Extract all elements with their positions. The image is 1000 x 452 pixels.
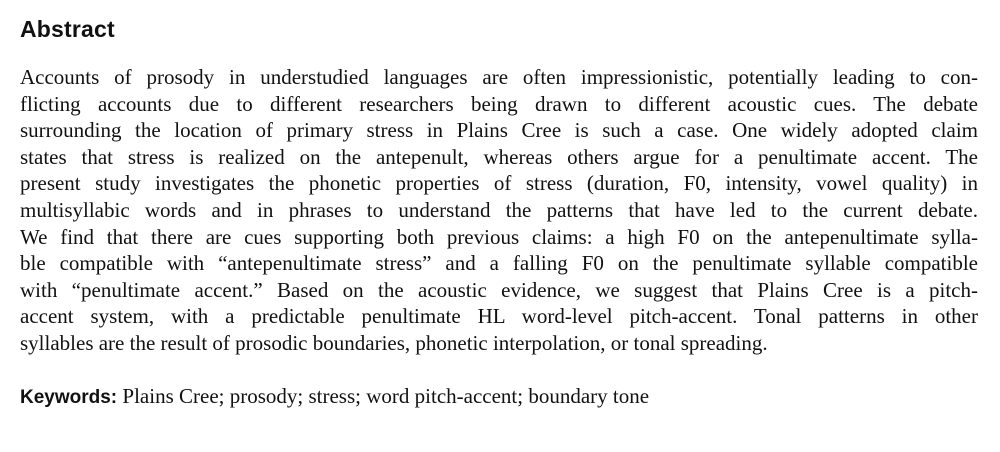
keywords-label: Keywords:	[20, 386, 123, 408]
abstract-line: accent system, with a predictable penultimate HL word-level pitch-accent. Tonal patterns in other	[20, 304, 978, 329]
abstract-line: surrounding the location of primary stress in Plains Cree is such a case. One widely adopted claim	[20, 118, 978, 143]
abstract-line: We find that there are cues supporting both previous claims: a high F0 on the antepenultimate sylla-	[20, 224, 978, 249]
abstract-line: present study investigates the phonetic properties of stress (duration, F0, intensity, vowel quality) in	[20, 171, 978, 196]
abstract-line: ble compatible with “antepenultimate stress” and a falling F0 on the penultimate syllable compatible	[20, 251, 978, 276]
keywords	[20, 383, 978, 411]
abstract-line: flicting accounts due to different researchers being drawn to different acoustic cues. The debate	[20, 91, 978, 116]
abstract-body	[20, 64, 978, 357]
abstract-line: states that stress is realized on the antepenult, whereas others argue for a penultimate accent. The	[20, 144, 978, 169]
abstract-line: syllables are the result of prosodic boundaries, phonetic interpolation, or tonal spreading.	[20, 330, 768, 355]
keywords-text: Plains Cree; prosody; stress; word pitch-accent; boundary tone	[122, 383, 650, 408]
abstract-heading: Abstract	[20, 16, 115, 42]
abstract-line: with “penultimate accent.” Based on the acoustic evidence, we suggest that Plains Cree is a pitch-	[20, 277, 978, 302]
abstract-line: multisyllabic words and in phrases to understand the patterns that have led to the current debate.	[20, 197, 978, 222]
abstract-section	[20, 14, 978, 411]
abstract-line: Accounts of prosody in understudied languages are often impressionistic, potentially leading to con-	[20, 65, 978, 89]
